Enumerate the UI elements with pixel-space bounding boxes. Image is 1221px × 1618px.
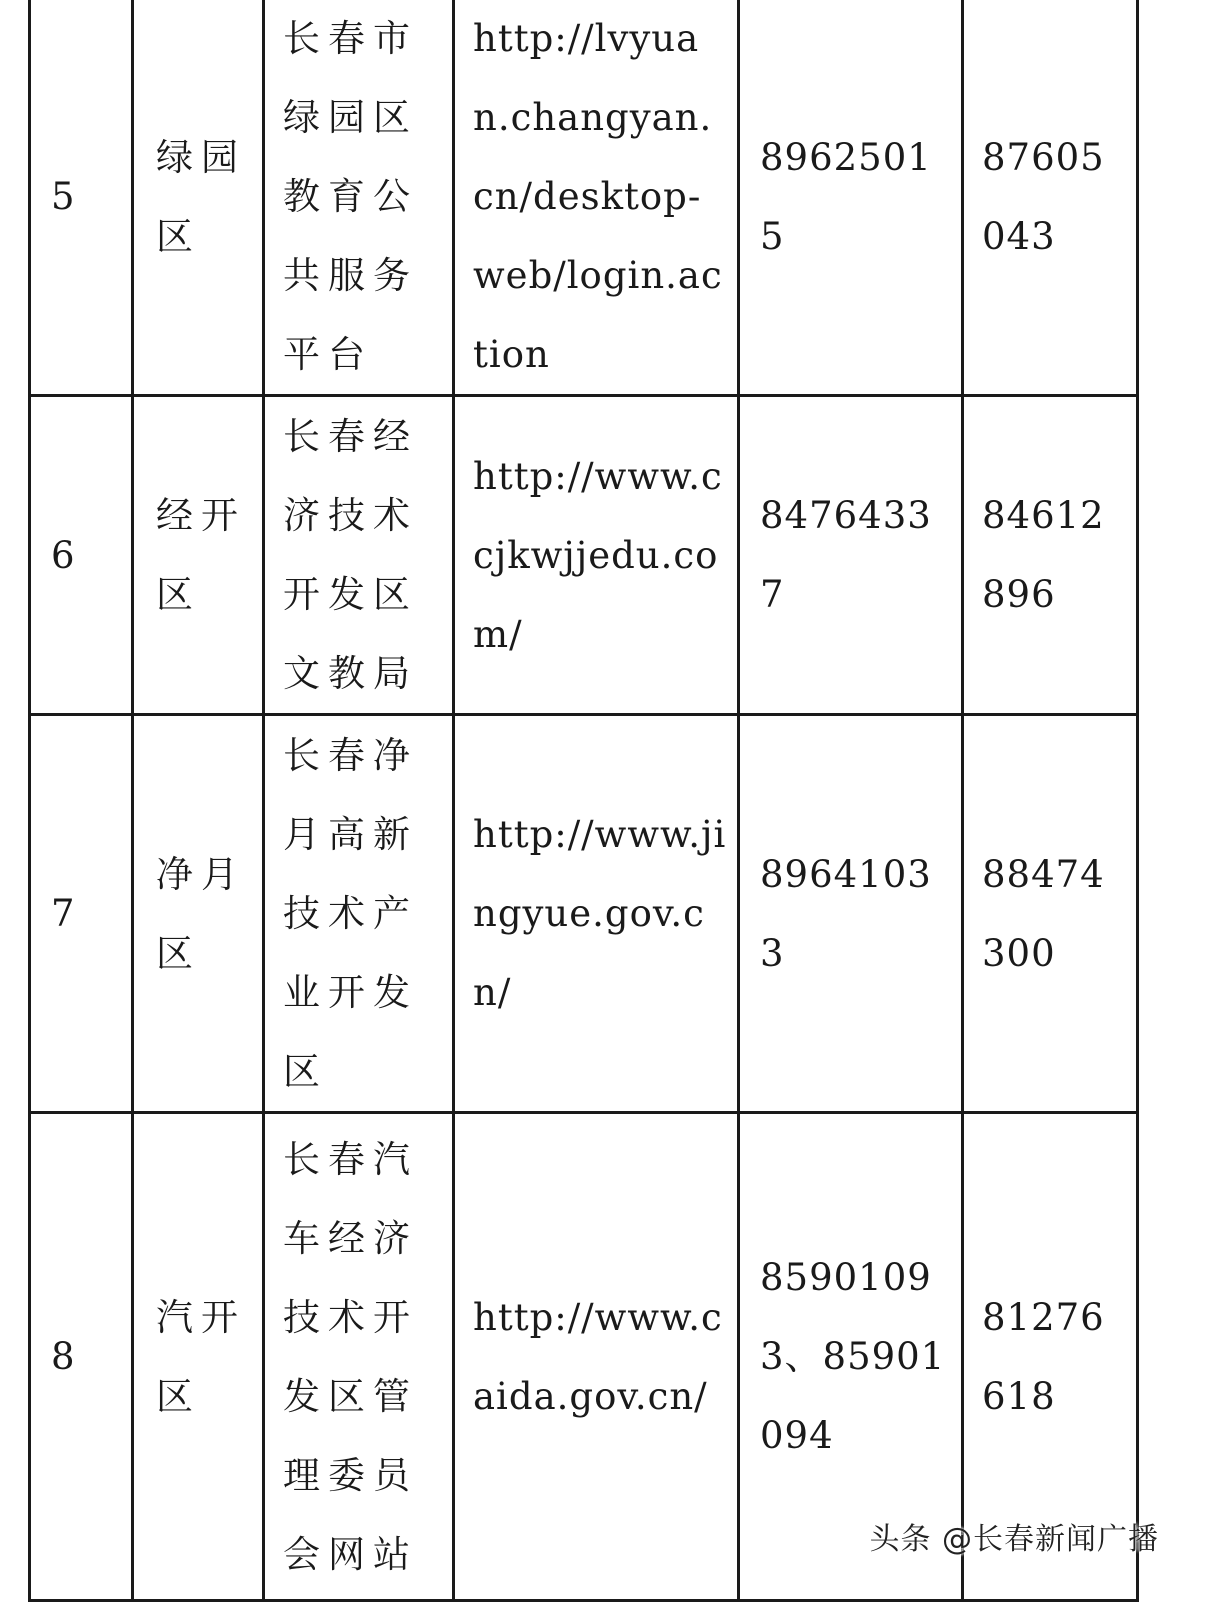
table-row xyxy=(30,715,1138,1113)
phone-cell: 89625015 xyxy=(739,0,963,396)
website-link[interactable]: http://www.caida.gov.cn/ xyxy=(473,1295,723,1418)
table-row xyxy=(30,396,1138,715)
phone2-cell: 88474300 xyxy=(963,715,1138,1113)
phone-cell: 89641033 xyxy=(739,715,963,1113)
phone-cell: 84764337 xyxy=(739,396,963,715)
website-cell xyxy=(454,396,739,715)
phone-cell: 85901093、85901094 xyxy=(739,1113,963,1601)
website-link[interactable]: http://www.jingyue.gov.cn/ xyxy=(473,813,727,1014)
website-link[interactable]: http://lvyuan.changyan.cn/desktop-web/login.action xyxy=(473,17,723,376)
district-cell: 汽开区 xyxy=(133,1113,264,1601)
website-cell xyxy=(454,0,739,396)
phone2-cell: 84612896 xyxy=(963,396,1138,715)
district-cell: 净月区 xyxy=(133,715,264,1113)
phone2-cell: 87605043 xyxy=(963,0,1138,396)
website-link[interactable]: http://www.ccjkwjjedu.com/ xyxy=(473,454,723,656)
row-number-cell: 6 xyxy=(30,396,133,715)
hotline-table xyxy=(28,0,1139,1602)
row-number-cell: 8 xyxy=(30,1113,133,1601)
website-cell xyxy=(454,1113,739,1601)
source-watermark: 头条 @长春新闻广播 xyxy=(869,1522,1159,1557)
organization-cell: 长春汽车经济技术开发区管理委员会网站 xyxy=(264,1113,454,1601)
district-cell: 经开区 xyxy=(133,396,264,715)
organization-cell: 长春市绿园区教育公共服务平台 xyxy=(264,0,454,396)
row-number-cell: 5 xyxy=(30,0,133,396)
phone2-cell: 81276618 xyxy=(963,1113,1138,1601)
organization-cell: 长春净月高新技术产业开发区 xyxy=(264,715,454,1113)
table-row xyxy=(30,0,1138,396)
website-cell xyxy=(454,715,739,1113)
organization-cell: 长春经济技术开发区文教局 xyxy=(264,396,454,715)
row-number-cell: 7 xyxy=(30,715,133,1113)
district-cell: 绿园区 xyxy=(133,0,264,396)
